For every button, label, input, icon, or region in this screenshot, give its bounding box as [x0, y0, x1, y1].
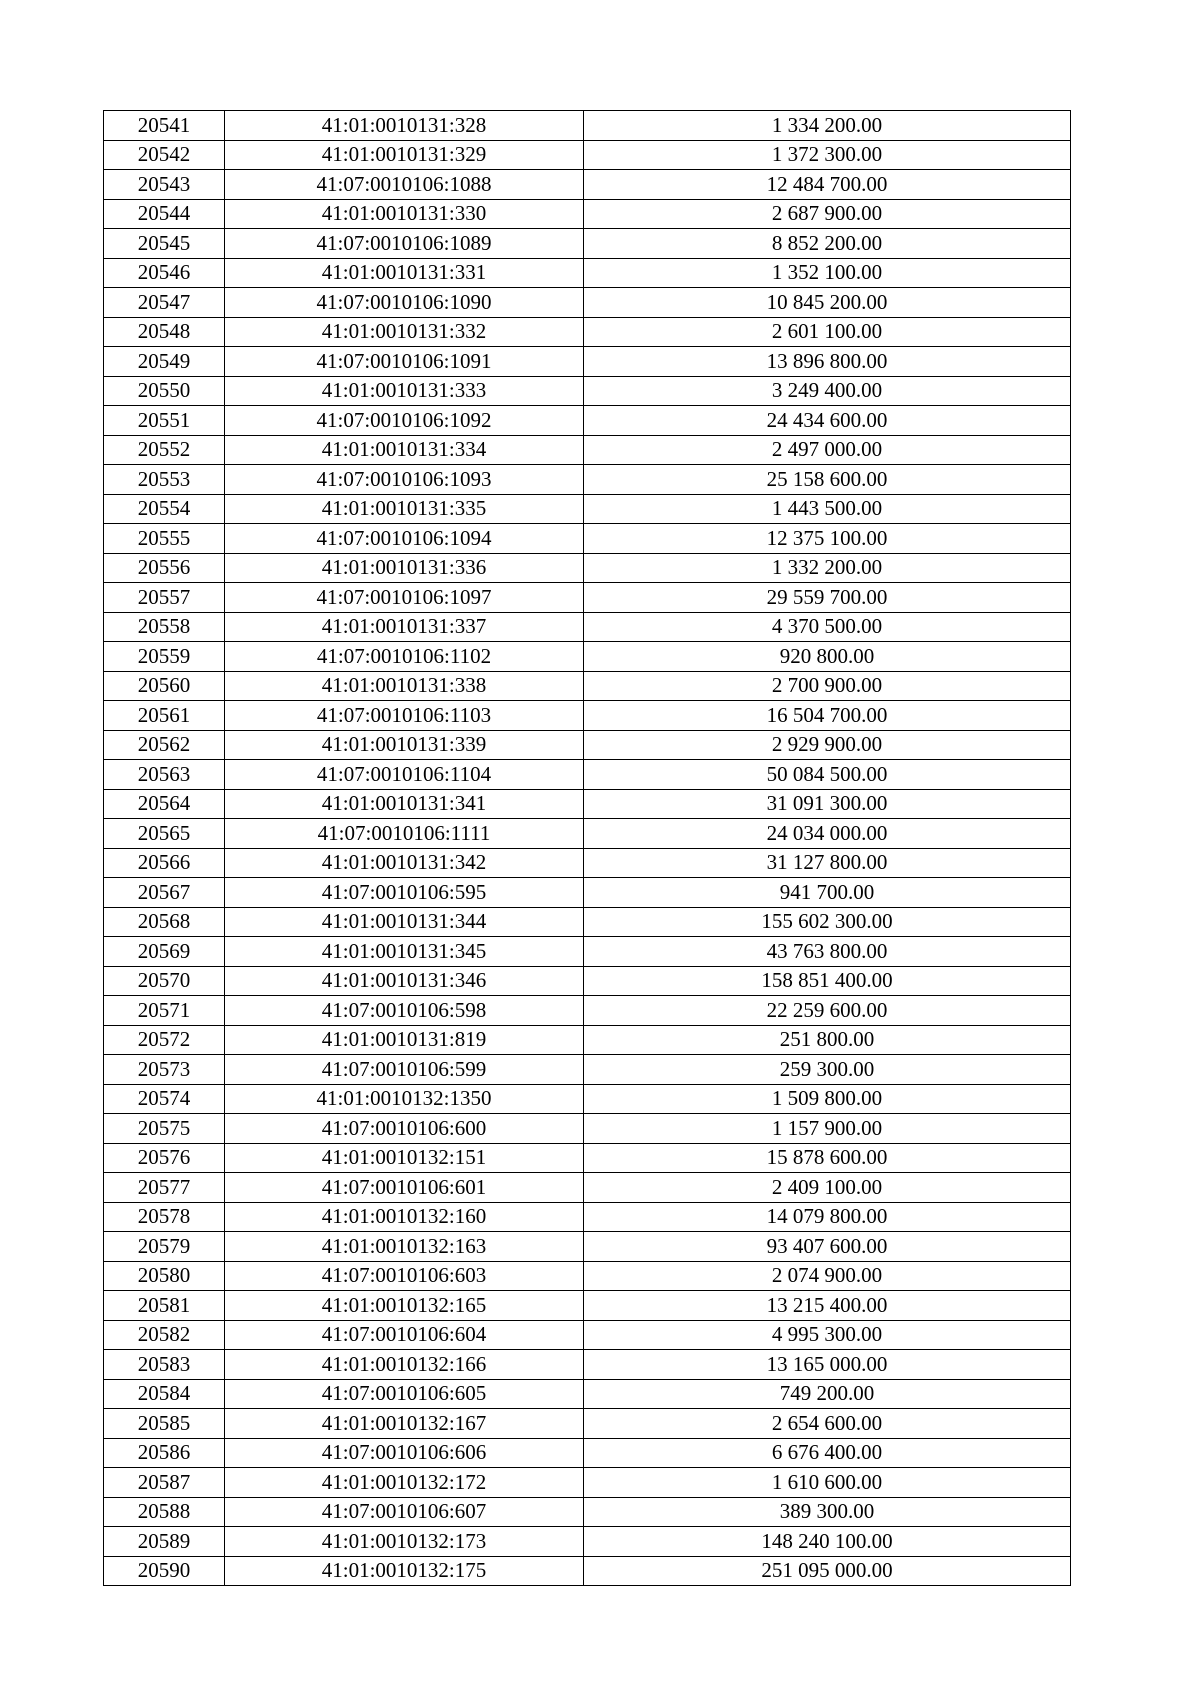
- table-row: [104, 760, 1071, 790]
- cadastral-number-cell: 41:01:0010131:336: [225, 553, 584, 583]
- table-row: [104, 199, 1071, 229]
- cadastral-value-cell: 43 763 800.00: [584, 937, 1071, 967]
- table-row: [104, 1409, 1071, 1439]
- table-row: [104, 996, 1071, 1026]
- row-number-cell: 20560: [104, 671, 225, 701]
- row-number-cell: 20543: [104, 170, 225, 200]
- row-number-cell: 20565: [104, 819, 225, 849]
- cadastral-number-cell: 41:01:0010132:173: [225, 1527, 584, 1557]
- cadastral-number-cell: 41:07:0010106:1089: [225, 229, 584, 259]
- cadastral-number-cell: 41:07:0010106:1104: [225, 760, 584, 790]
- row-number-cell: 20569: [104, 937, 225, 967]
- table-row: [104, 229, 1071, 259]
- row-number-cell: 20580: [104, 1261, 225, 1291]
- row-number-cell: 20545: [104, 229, 225, 259]
- row-number-cell: 20553: [104, 465, 225, 495]
- cadastral-number-cell: 41:01:0010131:334: [225, 435, 584, 465]
- table-row: [104, 966, 1071, 996]
- row-number-cell: 20583: [104, 1350, 225, 1380]
- cadastral-value-cell: 22 259 600.00: [584, 996, 1071, 1026]
- cadastral-number-cell: 41:07:0010106:606: [225, 1438, 584, 1468]
- row-number-cell: 20587: [104, 1468, 225, 1498]
- row-number-cell: 20564: [104, 789, 225, 819]
- cadastral-value-cell: 15 878 600.00: [584, 1143, 1071, 1173]
- cadastral-number-cell: 41:01:0010131:335: [225, 494, 584, 524]
- table-row: [104, 465, 1071, 495]
- cadastral-value-cell: 2 700 900.00: [584, 671, 1071, 701]
- cadastral-value-cell: 3 249 400.00: [584, 376, 1071, 406]
- row-number-cell: 20561: [104, 701, 225, 731]
- row-number-cell: 20556: [104, 553, 225, 583]
- row-number-cell: 20579: [104, 1232, 225, 1262]
- row-number-cell: 20559: [104, 642, 225, 672]
- table-row: [104, 170, 1071, 200]
- table-row: [104, 1527, 1071, 1557]
- cadastral-number-cell: 41:07:0010106:601: [225, 1173, 584, 1203]
- row-number-cell: 20589: [104, 1527, 225, 1557]
- cadastral-number-cell: 41:01:0010132:165: [225, 1291, 584, 1321]
- row-number-cell: 20590: [104, 1556, 225, 1586]
- row-number-cell: 20566: [104, 848, 225, 878]
- cadastral-value-cell: 1 352 100.00: [584, 258, 1071, 288]
- row-number-cell: 20581: [104, 1291, 225, 1321]
- table-row: [104, 317, 1071, 347]
- row-number-cell: 20547: [104, 288, 225, 318]
- cadastral-number-cell: 41:07:0010106:599: [225, 1055, 584, 1085]
- row-number-cell: 20551: [104, 406, 225, 436]
- cadastral-value-cell: 4 995 300.00: [584, 1320, 1071, 1350]
- row-number-cell: 20541: [104, 111, 225, 141]
- cadastral-value-cell: 2 074 900.00: [584, 1261, 1071, 1291]
- table-row: [104, 1025, 1071, 1055]
- cadastral-value-cell: 155 602 300.00: [584, 907, 1071, 937]
- table-row: [104, 1084, 1071, 1114]
- table-row: [104, 524, 1071, 554]
- row-number-cell: 20546: [104, 258, 225, 288]
- table-row: [104, 1320, 1071, 1350]
- row-number-cell: 20557: [104, 583, 225, 613]
- cadastral-value-cell: 251 800.00: [584, 1025, 1071, 1055]
- table-row: [104, 701, 1071, 731]
- table-row: [104, 1173, 1071, 1203]
- row-number-cell: 20570: [104, 966, 225, 996]
- table-row: [104, 583, 1071, 613]
- cadastral-number-cell: 41:01:0010131:345: [225, 937, 584, 967]
- table-row: [104, 819, 1071, 849]
- table-row: [104, 1468, 1071, 1498]
- cadastral-number-cell: 41:01:0010132:163: [225, 1232, 584, 1262]
- cadastral-value-cell: 10 845 200.00: [584, 288, 1071, 318]
- table-row: [104, 1438, 1071, 1468]
- cadastral-number-cell: 41:07:0010106:1093: [225, 465, 584, 495]
- cadastral-value-cell: 8 852 200.00: [584, 229, 1071, 259]
- cadastral-value-cell: 12 375 100.00: [584, 524, 1071, 554]
- cadastral-value-cell: 1 332 200.00: [584, 553, 1071, 583]
- row-number-cell: 20552: [104, 435, 225, 465]
- row-number-cell: 20562: [104, 730, 225, 760]
- table-row: [104, 553, 1071, 583]
- table-row: [104, 1202, 1071, 1232]
- cadastral-number-cell: 41:01:0010132:160: [225, 1202, 584, 1232]
- table-row: [104, 1143, 1071, 1173]
- cadastral-value-cell: 31 091 300.00: [584, 789, 1071, 819]
- cadastral-value-cell: 12 484 700.00: [584, 170, 1071, 200]
- row-number-cell: 20558: [104, 612, 225, 642]
- row-number-cell: 20572: [104, 1025, 225, 1055]
- cadastral-number-cell: 41:07:0010106:1094: [225, 524, 584, 554]
- table-row: [104, 1114, 1071, 1144]
- table-row: [104, 730, 1071, 760]
- cadastral-value-cell: 50 084 500.00: [584, 760, 1071, 790]
- cadastral-value-cell: 25 158 600.00: [584, 465, 1071, 495]
- cadastral-number-cell: 41:01:0010132:175: [225, 1556, 584, 1586]
- table-row: [104, 1497, 1071, 1527]
- table-row: [104, 140, 1071, 170]
- cadastral-number-cell: 41:07:0010106:1103: [225, 701, 584, 731]
- cadastral-value-table: [103, 110, 1071, 1586]
- cadastral-value-cell: 941 700.00: [584, 878, 1071, 908]
- cadastral-number-cell: 41:01:0010131:339: [225, 730, 584, 760]
- row-number-cell: 20550: [104, 376, 225, 406]
- row-number-cell: 20578: [104, 1202, 225, 1232]
- cadastral-value-cell: 2 929 900.00: [584, 730, 1071, 760]
- cadastral-value-cell: 920 800.00: [584, 642, 1071, 672]
- table-body: [104, 111, 1071, 1586]
- row-number-cell: 20542: [104, 140, 225, 170]
- cadastral-value-cell: 251 095 000.00: [584, 1556, 1071, 1586]
- cadastral-number-cell: 41:01:0010131:330: [225, 199, 584, 229]
- row-number-cell: 20567: [104, 878, 225, 908]
- cadastral-number-cell: 41:07:0010106:1097: [225, 583, 584, 613]
- cadastral-value-cell: 31 127 800.00: [584, 848, 1071, 878]
- cadastral-number-cell: 41:01:0010131:338: [225, 671, 584, 701]
- cadastral-value-cell: 158 851 400.00: [584, 966, 1071, 996]
- cadastral-value-cell: 16 504 700.00: [584, 701, 1071, 731]
- cadastral-value-cell: 1 443 500.00: [584, 494, 1071, 524]
- cadastral-value-cell: 29 559 700.00: [584, 583, 1071, 613]
- cadastral-number-cell: 41:07:0010106:1090: [225, 288, 584, 318]
- table-row: [104, 111, 1071, 141]
- row-number-cell: 20576: [104, 1143, 225, 1173]
- cadastral-value-cell: 6 676 400.00: [584, 1438, 1071, 1468]
- cadastral-number-cell: 41:01:0010131:328: [225, 111, 584, 141]
- table-row: [104, 612, 1071, 642]
- row-number-cell: 20588: [104, 1497, 225, 1527]
- cadastral-number-cell: 41:01:0010132:172: [225, 1468, 584, 1498]
- cadastral-number-cell: 41:07:0010106:1091: [225, 347, 584, 377]
- row-number-cell: 20548: [104, 317, 225, 347]
- row-number-cell: 20585: [104, 1409, 225, 1439]
- cadastral-value-cell: 1 157 900.00: [584, 1114, 1071, 1144]
- row-number-cell: 20575: [104, 1114, 225, 1144]
- cadastral-number-cell: 41:01:0010132:151: [225, 1143, 584, 1173]
- row-number-cell: 20571: [104, 996, 225, 1026]
- cadastral-value-cell: 1 334 200.00: [584, 111, 1071, 141]
- row-number-cell: 20544: [104, 199, 225, 229]
- table-row: [104, 1261, 1071, 1291]
- table-row: [104, 376, 1071, 406]
- cadastral-value-cell: 2 601 100.00: [584, 317, 1071, 347]
- cadastral-number-cell: 41:07:0010106:605: [225, 1379, 584, 1409]
- table-row: [104, 1350, 1071, 1380]
- cadastral-number-cell: 41:07:0010106:595: [225, 878, 584, 908]
- cadastral-value-cell: 2 409 100.00: [584, 1173, 1071, 1203]
- cadastral-value-cell: 749 200.00: [584, 1379, 1071, 1409]
- cadastral-number-cell: 41:01:0010131:346: [225, 966, 584, 996]
- cadastral-number-cell: 41:07:0010106:1102: [225, 642, 584, 672]
- cadastral-value-cell: 2 654 600.00: [584, 1409, 1071, 1439]
- row-number-cell: 20555: [104, 524, 225, 554]
- cadastral-number-cell: 41:01:0010131:344: [225, 907, 584, 937]
- cadastral-value-cell: 259 300.00: [584, 1055, 1071, 1085]
- cadastral-value-cell: 13 896 800.00: [584, 347, 1071, 377]
- cadastral-number-cell: 41:01:0010131:331: [225, 258, 584, 288]
- cadastral-value-cell: 4 370 500.00: [584, 612, 1071, 642]
- table-row: [104, 1556, 1071, 1586]
- row-number-cell: 20549: [104, 347, 225, 377]
- cadastral-value-cell: 1 610 600.00: [584, 1468, 1071, 1498]
- table-row: [104, 494, 1071, 524]
- table-row: [104, 406, 1071, 436]
- cadastral-number-cell: 41:07:0010106:1111: [225, 819, 584, 849]
- cadastral-number-cell: 41:01:0010132:166: [225, 1350, 584, 1380]
- cadastral-value-cell: 13 165 000.00: [584, 1350, 1071, 1380]
- table-row: [104, 258, 1071, 288]
- cadastral-number-cell: 41:01:0010132:1350: [225, 1084, 584, 1114]
- cadastral-number-cell: 41:07:0010106:1088: [225, 170, 584, 200]
- cadastral-value-cell: 1 372 300.00: [584, 140, 1071, 170]
- cadastral-number-cell: 41:01:0010131:333: [225, 376, 584, 406]
- table-row: [104, 937, 1071, 967]
- row-number-cell: 20574: [104, 1084, 225, 1114]
- cadastral-number-cell: 41:07:0010106:1092: [225, 406, 584, 436]
- table-row: [104, 347, 1071, 377]
- cadastral-value-cell: 2 687 900.00: [584, 199, 1071, 229]
- table-row: [104, 642, 1071, 672]
- cadastral-number-cell: 41:01:0010131:337: [225, 612, 584, 642]
- cadastral-value-cell: 389 300.00: [584, 1497, 1071, 1527]
- cadastral-value-cell: 148 240 100.00: [584, 1527, 1071, 1557]
- table-row: [104, 288, 1071, 318]
- cadastral-value-cell: 24 034 000.00: [584, 819, 1071, 849]
- row-number-cell: 20573: [104, 1055, 225, 1085]
- cadastral-number-cell: 41:01:0010131:342: [225, 848, 584, 878]
- cadastral-number-cell: 41:01:0010131:341: [225, 789, 584, 819]
- row-number-cell: 20582: [104, 1320, 225, 1350]
- row-number-cell: 20554: [104, 494, 225, 524]
- table-row: [104, 1055, 1071, 1085]
- table-row: [104, 1379, 1071, 1409]
- table-row: [104, 1232, 1071, 1262]
- cadastral-number-cell: 41:01:0010131:332: [225, 317, 584, 347]
- cadastral-number-cell: 41:07:0010106:598: [225, 996, 584, 1026]
- table-row: [104, 789, 1071, 819]
- row-number-cell: 20568: [104, 907, 225, 937]
- cadastral-number-cell: 41:01:0010132:167: [225, 1409, 584, 1439]
- row-number-cell: 20577: [104, 1173, 225, 1203]
- cadastral-number-cell: 41:07:0010106:600: [225, 1114, 584, 1144]
- cadastral-number-cell: 41:07:0010106:603: [225, 1261, 584, 1291]
- cadastral-value-cell: 2 497 000.00: [584, 435, 1071, 465]
- cadastral-value-cell: 24 434 600.00: [584, 406, 1071, 436]
- row-number-cell: 20563: [104, 760, 225, 790]
- cadastral-number-cell: 41:07:0010106:604: [225, 1320, 584, 1350]
- table-row: [104, 671, 1071, 701]
- cadastral-number-cell: 41:01:0010131:329: [225, 140, 584, 170]
- row-number-cell: 20586: [104, 1438, 225, 1468]
- table-row: [104, 878, 1071, 908]
- table-row: [104, 435, 1071, 465]
- cadastral-value-cell: 1 509 800.00: [584, 1084, 1071, 1114]
- table-row: [104, 907, 1071, 937]
- cadastral-number-cell: 41:01:0010131:819: [225, 1025, 584, 1055]
- cadastral-number-cell: 41:07:0010106:607: [225, 1497, 584, 1527]
- row-number-cell: 20584: [104, 1379, 225, 1409]
- table-row: [104, 848, 1071, 878]
- cadastral-value-cell: 14 079 800.00: [584, 1202, 1071, 1232]
- cadastral-value-cell: 13 215 400.00: [584, 1291, 1071, 1321]
- cadastral-value-cell: 93 407 600.00: [584, 1232, 1071, 1262]
- table-row: [104, 1291, 1071, 1321]
